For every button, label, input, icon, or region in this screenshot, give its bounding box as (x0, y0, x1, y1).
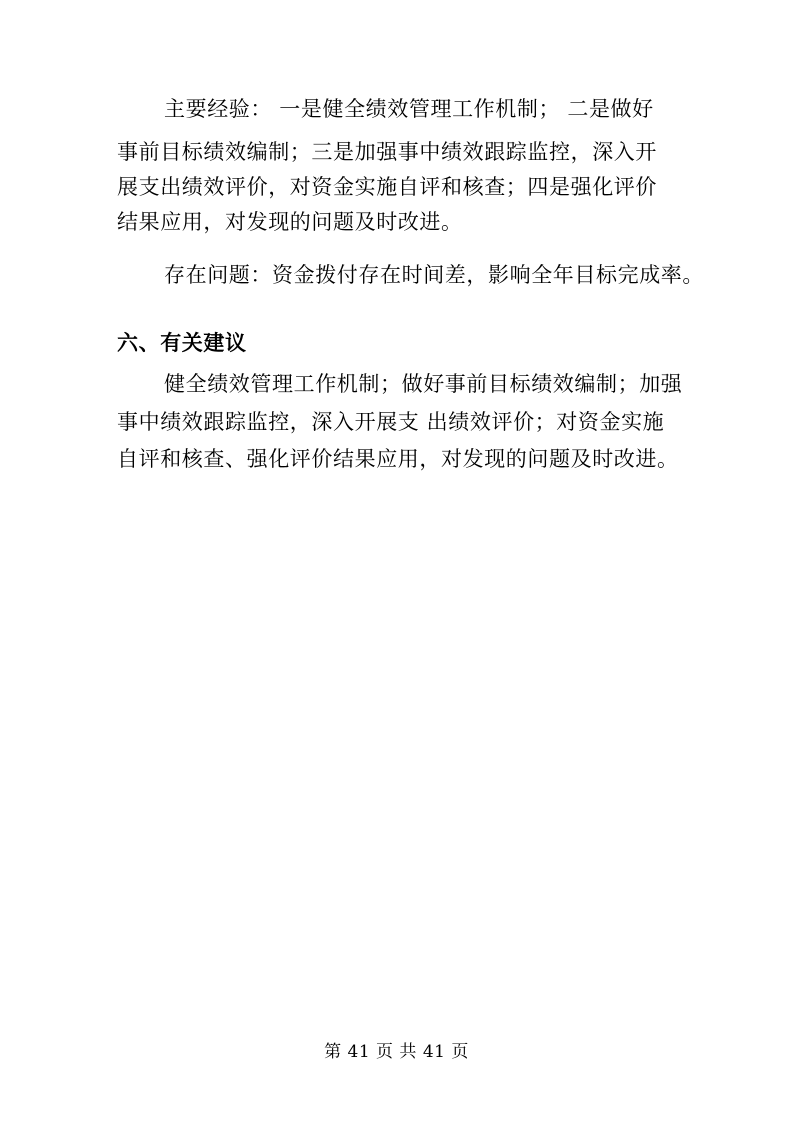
suggestion-line-1: 健全绩效管理工作机制；做好事前目标绩效编制；加强 (164, 372, 683, 396)
suggestion-line-3: 自评和核查、强化评价结果应用，对发现的问题及时改进。 (117, 447, 679, 471)
experience-line-3: 展支出绩效评价，对资金实施自评和核查；四是强化评价 (117, 175, 657, 199)
experience-line-2: 事前目标绩效编制；三是加强事中绩效跟踪监控，深入开 (117, 140, 657, 164)
experience-line-4: 结果应用，对发现的问题及时改进。 (117, 210, 463, 234)
experience-line-1: 主要经验： 一是健全绩效管理工作机制； 二是做好 (164, 97, 654, 121)
problem-paragraph: 存在问题：资金拨付存在时间差，影响全年目标完成率。 (164, 263, 704, 287)
suggestion-line-2: 事中绩效跟踪监控，深入开展支 出绩效评价；对资金实施 (117, 410, 665, 434)
section-heading-suggestions: 六、有关建议 (117, 331, 247, 355)
page-footer: 第 41 页 共 41 页 (324, 1042, 469, 1062)
